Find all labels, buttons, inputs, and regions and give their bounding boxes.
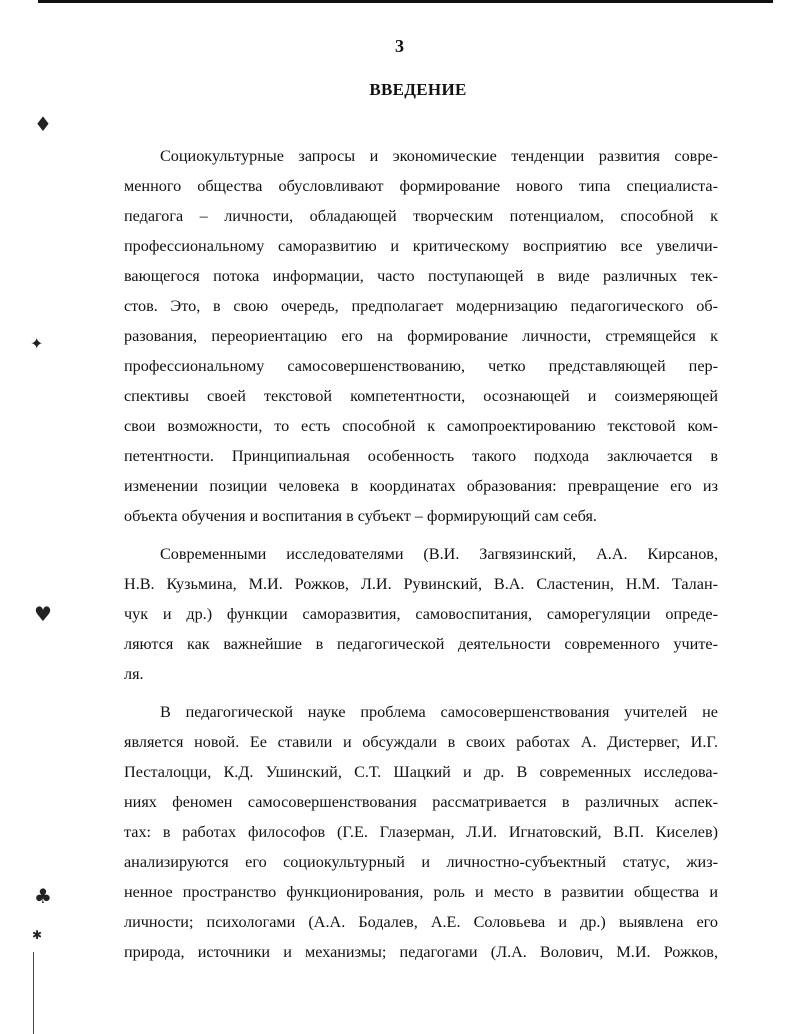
scan-edge-line — [33, 952, 34, 1034]
margin-mark-icon: ✱ — [32, 928, 43, 942]
paragraph-line: чук и др.) функции саморазвития, самовоспитания, саморегуляции опреде- — [124, 605, 718, 623]
paragraph-line: ля. — [124, 665, 144, 683]
paragraph-line: является новой. Ее ставили и обсуждали в своих работах А. Дистервег, И.Г. — [124, 733, 718, 751]
paragraph-line: профессиональному самосовершенствованию, четко представляющей пер- — [124, 357, 718, 375]
margin-mark-icon: ✦ — [30, 334, 44, 353]
paragraph-line: разования, переориентацию его на формирование личности, стремящейся к — [124, 327, 718, 345]
paragraph-line: профессиональному саморазвитию и критическому восприятию все увеличи- — [124, 237, 718, 255]
paragraph-line: анализируются его социокультурный и личностно-субъектный статус, жиз- — [124, 853, 718, 871]
margin-mark-icon: ♥ — [34, 602, 52, 626]
paragraph-line: объекта обучения и воспитания в субъект – формирующий сам себя. — [124, 507, 597, 525]
paragraph-line: петентности. Принципиальная особенность такого подхода заключается в — [124, 447, 718, 465]
paragraph-line: Современными исследователями (В.И. Загвязинский, А.А. Кирсанов, — [160, 545, 718, 563]
section-title: ВВЕДЕНИЕ — [369, 80, 467, 99]
margin-mark-icon: ♣ — [34, 884, 52, 908]
paragraph-line: изменении позиции человека в координатах образования: превращение его из — [124, 477, 718, 495]
paragraph-line: менного общества обусловливают формирование нового типа специалиста- — [124, 177, 718, 195]
paragraph-line: личности; психологами (А.А. Бодалев, А.Е. Соловьева и др.) выявлена его — [124, 913, 718, 931]
paragraph-line: ненное пространство функционирования, роль и место в развитии общества и — [124, 883, 718, 901]
paragraph-line: природа, источники и механизмы; педагогами (Л.А. Волович, М.И. Рожков, — [124, 943, 718, 961]
paragraph-line: Н.В. Кузьмина, М.И. Рожков, Л.И. Рувинский, В.А. Сластенин, Н.М. Талан- — [124, 575, 718, 593]
paragraph-line: В педагогической науке проблема самосовершенствования учителей не — [160, 703, 718, 721]
paragraph-line: тах: в работах философов (Г.Е. Глазерман, Л.И. Игнатовский, В.П. Киселев) — [124, 823, 718, 841]
paragraph-line: Песталоцци, К.Д. Ушинский, С.Т. Шацкий и др. В современных исследова- — [124, 763, 718, 781]
paragraph-line: Социокультурные запросы и экономические тенденции развития совре- — [160, 147, 718, 165]
top-border-rule — [38, 0, 773, 3]
body-text — [124, 141, 718, 967]
paragraph-line: свои возможности, то есть способной к самопроектированию текстовой ком- — [124, 417, 718, 435]
paragraph-line: ниях феномен самосовершенствования рассматривается в различных аспек- — [124, 793, 718, 811]
paragraph-line: педагога – личности, обладающей творческим потенциалом, способной к — [124, 207, 718, 225]
margin-mark-icon: ♦ — [34, 112, 52, 136]
paragraph-line: стов. Это, в свою очередь, предполагает модернизацию педагогического об- — [124, 297, 718, 315]
paragraph-line: спективы своей текстовой компетентности, осознающей и соизмеряющей — [124, 387, 718, 405]
paragraph-line: вающегося потока информации, часто поступающей в виде различных тек- — [124, 267, 718, 285]
paragraph-line: ляются как важнейшие в педагогической деятельности современного учите- — [124, 635, 718, 653]
page-number: 3 — [395, 36, 404, 56]
